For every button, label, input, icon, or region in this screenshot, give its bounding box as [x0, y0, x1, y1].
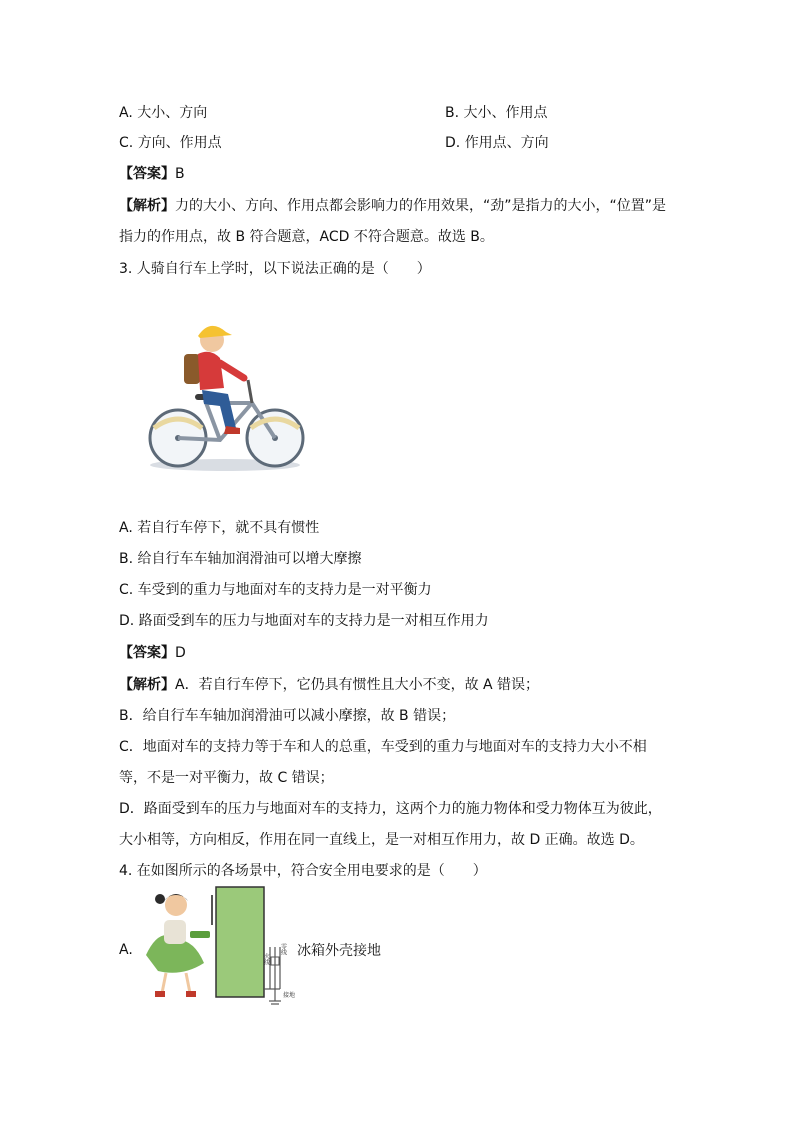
q3-answer — [119, 644, 186, 662]
q3-analysis-line-4: 等，不是一对平衡力，故 C 错误； — [119, 770, 334, 786]
q3-option-c: C. 车受到的重力与地面对车的支持力是一对平衡力 — [119, 582, 432, 598]
q2-analysis-line-2: 指力的作用点，故 B 符合题意，ACD 不符合题意。故选 B。 — [119, 229, 494, 245]
neutral-wire-label: 零线 — [279, 943, 287, 955]
q2-option-d: D. 作用点、方向 — [445, 135, 549, 151]
answer-tag: 【答案】 — [119, 645, 175, 661]
q3-analysis-line-2: B．给自行车车轴加润滑油可以减小摩擦，故 B 错误； — [119, 708, 456, 724]
fridge-grounding-illustration — [138, 885, 308, 1010]
analysis-tag: 【解析】 — [119, 677, 175, 693]
q3-analysis-line-5: D．路面受到车的压力与地面对车的支持力，这两个力的施力物体和受力物体互为彼此， — [119, 801, 662, 817]
q3-option-b: B. 给自行车车轴加润滑油可以增大摩擦 — [119, 551, 362, 567]
q2-option-a: A. 大小、方向 — [119, 105, 208, 121]
q4-stem: 4. 在如图所示的各场景中，符合安全用电要求的是（ ） — [119, 863, 487, 879]
q3-stem: 3. 人骑自行车上学时，以下说法正确的是（ ） — [119, 261, 431, 277]
q3-analysis-line-1: 【解析】A．若自行车停下，它仍具有惯性且大小不变，故 A 错误； — [119, 677, 540, 693]
live-wire-label: 火线 — [262, 953, 270, 965]
q4-option-a-caption: 冰箱外壳接地 — [297, 943, 381, 959]
q3-option-d: D. 路面受到车的压力与地面对车的支持力是一对相互作用力 — [119, 613, 489, 629]
q4-option-a-letter: A. — [119, 942, 133, 958]
ground-label: 接地 — [283, 992, 296, 999]
q2-option-c: C. 方向、作用点 — [119, 135, 222, 151]
q2-option-b: B. 大小、作用点 — [445, 105, 548, 121]
q3-analysis-line-6: 大小相等，方向相反，作用在同一直线上，是一对相互作用力，故 D 正确。故选 D。 — [119, 832, 644, 848]
q3-option-a: A. 若自行车停下，就不具有惯性 — [119, 520, 320, 536]
q3-analysis-line-3: C．地面对车的支持力等于车和人的总重，车受到的重力与地面对车的支持力大小不相 — [119, 739, 647, 755]
q2-analysis-line-1: 【解析】力的大小、方向、作用点都会影响力的作用效果，“劲”是指力的大小，“位置”是 — [119, 198, 667, 214]
analysis-tag: 【解析】 — [119, 198, 175, 214]
answer-tag: 【答案】 — [119, 166, 175, 182]
bicycle-rider-illustration — [140, 318, 310, 478]
answer-value: D — [175, 645, 186, 661]
answer-value: B — [175, 166, 185, 182]
q2-answer — [119, 165, 185, 183]
